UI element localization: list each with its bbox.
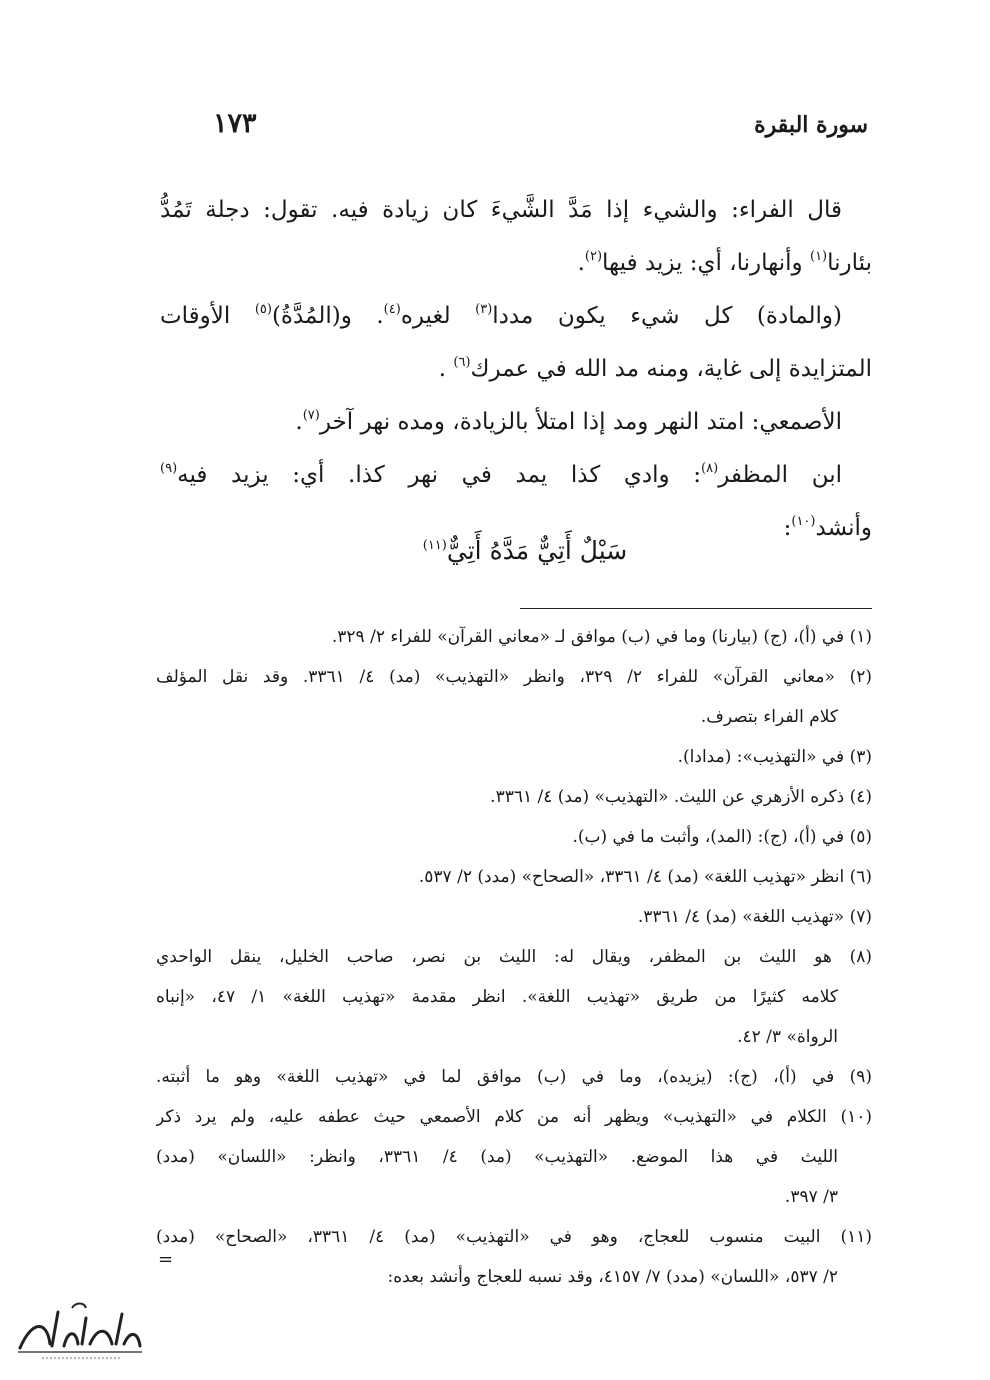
text-line: بئارنا$^{(١)}$ وأنهارنا، أي: يزيد فيها$^{(٢)}$. (577, 249, 872, 276)
text-line: (والمادة) كل شيء يكون مددا$^{(٣)}$ لغيره$^{(٤)}$. و(المُدَّةُ)$^{(٥)}$ الأوقات (160, 302, 842, 329)
footnote-ref: (١) (809, 249, 828, 264)
text-line: المتزايدة إلى غاية، ومنه مد الله في عمرك$^{(٦)}$ . (438, 355, 872, 382)
footnote-separator (520, 608, 872, 609)
page-number: ١٧٣ (213, 108, 257, 139)
main-text (160, 184, 872, 555)
poetry-verse: سَيْلٌ أَتِيٌّ مَدَّهُ أَتِيٌّ$^{(١١)}$ (422, 536, 628, 565)
page-header (158, 108, 878, 152)
footnotes (156, 617, 872, 1297)
footnote: (٢) «معاني القرآن» للفراء ٢/ ٣٢٩، وانظر «التهذيب» (مد) ٤/ ٣٣٦١. وقد نقل المؤلف كلام الفراء بتصرف. (156, 667, 872, 727)
footnote-ref: (٩) (160, 461, 178, 476)
footnote: (٣) في «التهذيب»: (مدادا). (677, 747, 872, 767)
footnote-ref: (١١) (422, 538, 447, 553)
footnote-ref: (٣) (475, 302, 493, 317)
text-line: الأصمعي: امتد النهر ومد إذا امتلأ بالزيادة، ومده نهر آخر$^{(٧)}$. (295, 408, 842, 435)
footnote-ref: (٨) (701, 461, 719, 476)
footnote: (١١) البيت منسوب للعجاج، وهو في «التهذيب» (مد) ٤/ ٣٣٦١، «الصحاح» (مدد) ٢/ ٥٣٧، «اللسان» (مدد) ٧/ ٤١٥٧، وقد نسبه للعجاج وأنشد بعده: (156, 1227, 872, 1287)
footnote-ref: (٢) (584, 249, 603, 264)
footnote: (٨) هو الليث بن المظفر، ويقال له: الليث بن نصر، صاحب الخليل، ينقل الواحدي كلامه كثيرًا من طريق «تهذيب اللغة». انظر مقدمة «تهذيب اللغة» ١/ ٤٧، «إنباه الرواة» ٣/ ٤٢. (156, 947, 872, 1047)
publisher-logo (12, 1300, 147, 1362)
footnote-ref: (٤) (383, 302, 401, 317)
footnote: (٧) «تهذيب اللغة» (مد) ٤/ ٣٣٦١. (637, 907, 872, 927)
footnote-ref: (٦) (453, 355, 471, 370)
footnote: (١) في (أ)، (ج) (بيارنا) وما في (ب) موافق لـ «معاني القرآن» للفراء ٢/ ٣٢٩. (331, 627, 872, 647)
footnote: (١٠) الكلام في «التهذيب» ويظهر أنه من كلام الأصمعي حيث عطفه عليه، ولم يرد ذكر الليث في هذا الموضع. «التهذيب» (مد) ٤/ ٣٣٦١، وانظر: «اللسان» (مدد) ٣/ ٣٩٧. (156, 1107, 872, 1207)
text-line: ابن المظفر$^{(٨)}$: وادي كذا يمد في نهر كذا. أي: يزيد فيه$^{(٩)}$ (160, 461, 843, 488)
footnote: (٦) انظر «تهذيب اللغة» (مد) ٤/ ٣٣٦١، «الصحاح» (مدد) ٢/ ٥٣٧. (418, 867, 872, 887)
text-line: وأنشد$^{(١٠)}$: (783, 514, 872, 541)
footnote-ref: (٥) (254, 302, 272, 317)
footnote: (٥) في (أ)، (ج): (المد)، وأثبت ما في (ب). (572, 827, 872, 847)
text-line: قال الفراء: والشيء إذا مَدَّ الشَّيءَ كان زيادة فيه. تقول: دجلة تَمُدُّ (160, 197, 842, 223)
footnote: (٤) ذكره الأزهري عن الليث. «التهذيب» (مد) ٤/ ٣٣٦١. (490, 787, 872, 807)
continuation-mark: = (158, 1249, 174, 1270)
footnote-ref: (١٠) (791, 514, 816, 529)
footnote-ref: (٧) (302, 408, 320, 423)
footnote: (٩) في (أ)، (ج): (يزيده)، وما في (ب) موافق لما في «تهذيب اللغة» وهو ما أثبته. (156, 1067, 872, 1087)
surah-title: سورة البقرة (754, 112, 868, 138)
